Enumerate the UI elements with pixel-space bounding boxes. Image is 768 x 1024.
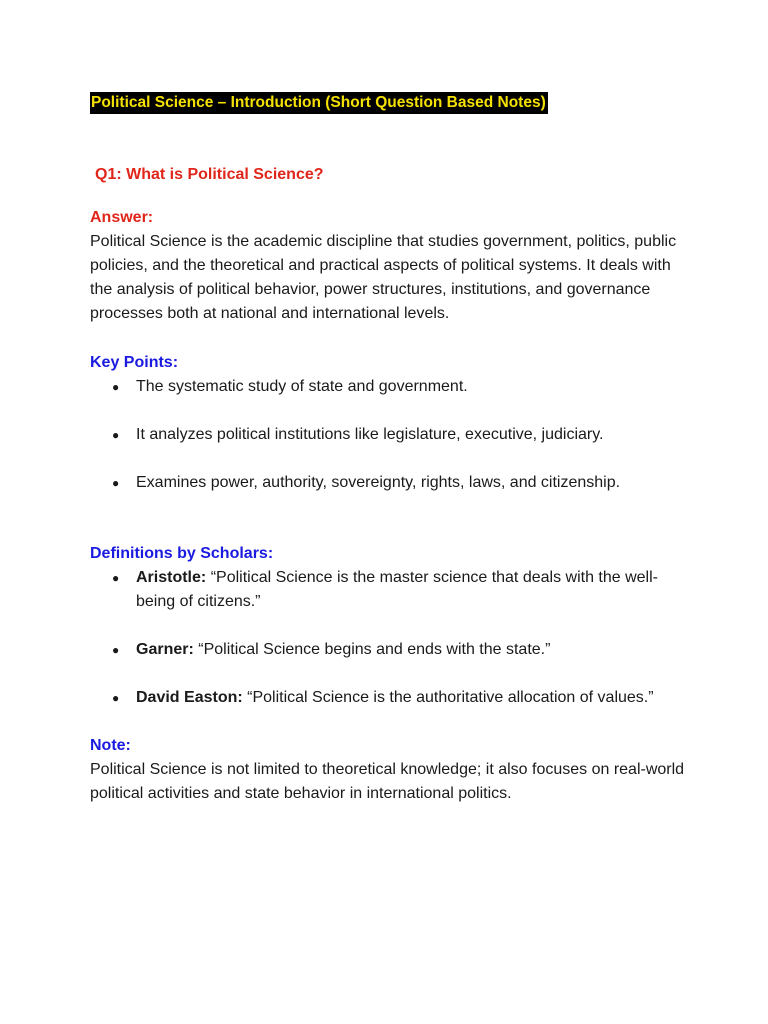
list-item [90,471,690,495]
list-item [90,638,690,662]
bullet-icon: ● [112,571,120,585]
note-text: Political Science is not limited to theoretical knowledge; it also focuses on real-world political activities and state behavior in international politics. [90,761,685,802]
scholar-name: Aristotle: [136,569,207,586]
bullet-icon: ● [112,691,120,705]
key-point-text: It analyzes political institutions like legislature, executive, judiciary. [136,426,604,443]
question-heading: Q1: What is Political Science? [95,166,324,183]
bullet-icon: ● [112,643,120,657]
scholar-quote: “Political Science is the authoritative allocation of values.” [247,689,654,706]
bullet-icon: ● [112,476,120,490]
key-points-label: Key Points: [90,354,179,371]
scholar-quote: “Political Science begins and ends with the state.” [198,641,551,658]
answer-text: Political Science is the academic discipline that studies government, politics, public policies, and the theoretical and practical aspects of political systems. It deals with the analysis of political behavior, power structures, institutions, and governance processes both at national and international levels. [90,233,677,322]
definitions-label: Definitions by Scholars: [90,545,274,562]
key-point-text: The systematic study of state and government. [136,378,468,395]
list-item [90,566,690,614]
list-item [90,423,690,447]
scholar-name: David Easton: [136,689,243,706]
scholar-quote: “Political Science is the master science that deals with the well-being of citizens.” [136,569,658,610]
bullet-icon: ● [112,380,120,394]
document-title-row [90,92,690,114]
list-item [90,686,690,710]
answer-label: Answer: [90,209,154,226]
document-title: Political Science – Introduction (Short Question Based Notes) [90,92,548,114]
definitions-list [90,566,690,710]
scholar-name: Garner: [136,641,194,658]
key-point-text: Examines power, authority, sovereignty, rights, laws, and citizenship. [136,474,621,491]
list-item [90,375,690,399]
key-points-list [90,375,690,495]
document-page [90,92,690,806]
bullet-icon: ● [112,428,120,442]
note-label: Note: [90,737,131,754]
